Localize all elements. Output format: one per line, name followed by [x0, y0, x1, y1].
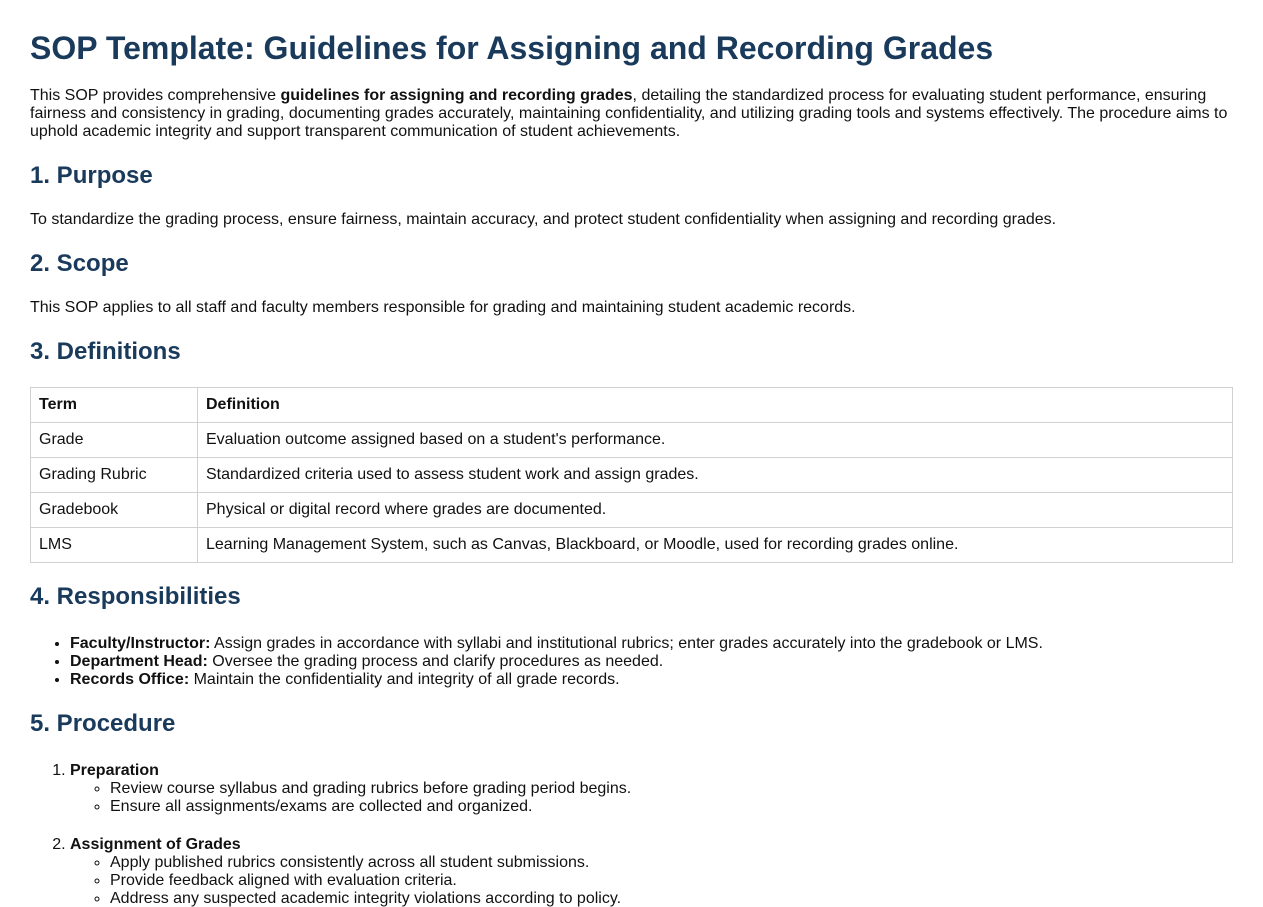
- table-header-row: [31, 388, 1233, 423]
- intro-paragraph: [30, 67, 1233, 141]
- term-cell: Gradebook: [31, 493, 198, 528]
- role-label: Records Office:: [70, 671, 190, 688]
- list-item: ◦ Apply published rubrics consistently across all student submissions.: [110, 854, 1233, 872]
- scope-text: This SOP applies to all staff and faculty members responsible for grading and maintaining student academic records.: [30, 299, 856, 316]
- definition-cell: Physical or digital record where grades are documented.: [198, 493, 1233, 528]
- procedure-steps: [30, 738, 1233, 907]
- role-description: Maintain the confidentiality and integrity of all grade records.: [189, 671, 620, 688]
- procedure-step: [70, 762, 1233, 816]
- definition-cell: Standardized criteria used to assess student work and assign grades.: [198, 458, 1233, 493]
- page-title: SOP Template: Guidelines for Assigning and Recording Grades: [30, 30, 994, 66]
- term-cell: Grading Rubric: [31, 458, 198, 493]
- definitions-heading: 3. Definitions: [30, 338, 181, 365]
- role-label: Department Head:: [70, 653, 208, 670]
- role-description: Assign grades in accordance with syllabi and institutional rubrics; enter grades accurately into the gradebook or LMS.: [210, 635, 1043, 652]
- table-row: [31, 458, 1233, 493]
- step-title: Preparation: [70, 762, 159, 779]
- responsibilities-heading: 4. Responsibilities: [30, 583, 241, 610]
- definition-cell: Evaluation outcome assigned based on a student's performance.: [198, 423, 1233, 458]
- definitions-table: [30, 387, 1233, 563]
- list-item: ◦ Provide feedback aligned with evaluation criteria.: [110, 872, 1233, 890]
- intro-text-bold: guidelines for assigning and recording grades: [280, 87, 633, 104]
- table-row: [31, 493, 1233, 528]
- procedure-step: [70, 836, 1233, 907]
- list-item: [70, 653, 1233, 671]
- step-items: [70, 780, 1233, 816]
- purpose-text: To standardize the grading process, ensure fairness, maintain accuracy, and protect student confidentiality when assigning and recording grades.: [30, 211, 1057, 228]
- scope-heading: 2. Scope: [30, 250, 129, 277]
- responsibilities-list: [30, 611, 1233, 689]
- list-item: ◦ Address any suspected academic integrity violations according to policy.: [110, 890, 1233, 907]
- intro-text-start: This SOP provides comprehensive: [30, 87, 281, 104]
- column-header-term: Term: [31, 388, 198, 423]
- term-cell: LMS: [31, 528, 198, 563]
- list-item: ◦ Review course syllabus and grading rubrics before grading period begins.: [110, 780, 1233, 798]
- intro-text-end: , detailing the standardized process for evaluating student performance, ensuring fairness and consistency in grading, documenting grades accurately, maintaining confidentiality, and utilizing grading tools and systems effectively. The procedure aims to uphold academic integrity and support transparent communication of student achievements.: [30, 87, 1228, 140]
- definition-cell: Learning Management System, such as Canvas, Blackboard, or Moodle, used for recording grades online.: [198, 528, 1233, 563]
- procedure-heading: 5. Procedure: [30, 710, 176, 737]
- role-label: Faculty/Instructor:: [70, 635, 211, 652]
- list-item: ◦ Ensure all assignments/exams are collected and organized.: [110, 798, 1233, 816]
- table-row: [31, 423, 1233, 458]
- purpose-heading: 1. Purpose: [30, 162, 153, 189]
- role-description: Oversee the grading process and clarify procedures as needed.: [207, 653, 664, 670]
- list-item: [70, 671, 1233, 689]
- column-header-definition: Definition: [198, 388, 1233, 423]
- term-cell: Grade: [31, 423, 198, 458]
- list-item: [70, 635, 1233, 653]
- step-title: Assignment of Grades: [70, 836, 241, 853]
- table-row: [31, 528, 1233, 563]
- step-items: [70, 854, 1233, 907]
